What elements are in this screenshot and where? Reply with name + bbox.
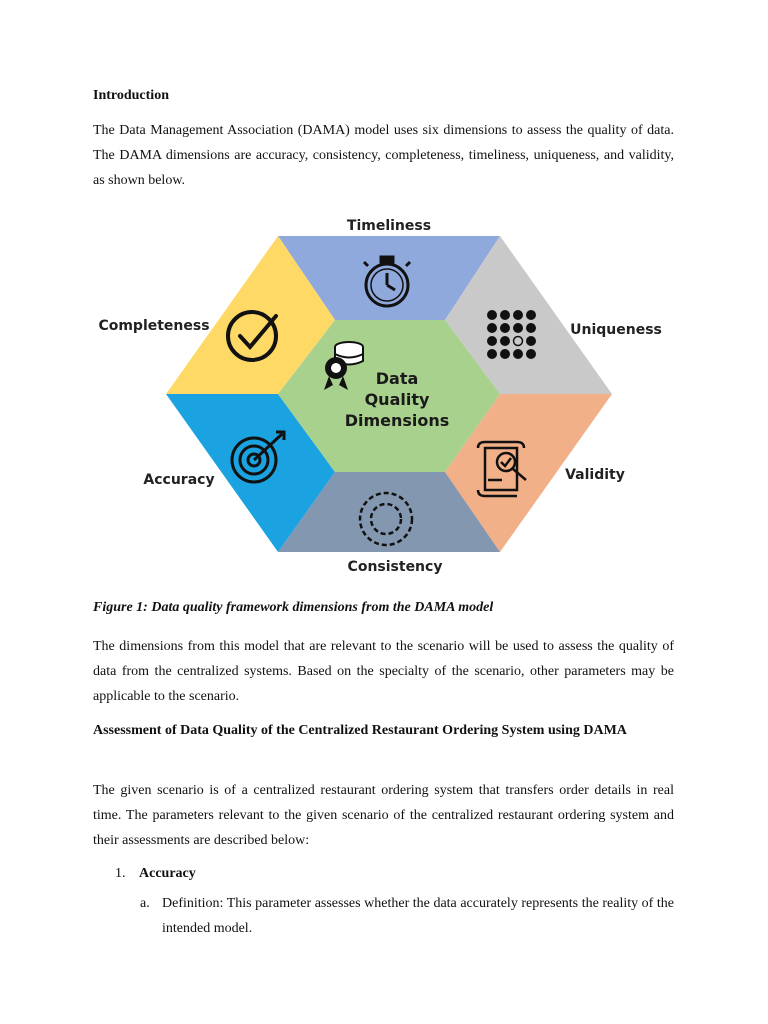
list-number: 1. [115,866,126,881]
center-line-2: Quality [364,390,430,409]
center-line-3: Dimensions [344,411,450,430]
label-timeliness: Timeliness [346,218,432,234]
intro-paragraph: The Data Management Association (DAMA) model uses six dimensions to assess the quality of data. The DAMA dimensions are accuracy, consistency, completeness, timeliness, uniqueness, and validity, as shown below. [93,123,674,188]
sublist-letter: a. [140,896,150,911]
dama-figure [90,210,680,585]
paragraph-dimensions: The dimensions from this model that are relevant to the scenario will be used to assess the quality of data from the centralized systems. Based on the specialty of the scenario, other parameters may be applicable to the scenario. [93,639,674,704]
label-completeness: Completeness [98,318,210,334]
list-title: Accuracy [139,866,196,881]
paragraph-scenario: The given scenario is of a centralized restaurant ordering system that transfers order details in real time. The parameters relevant to the given scenario of the centralized restaurant ordering system and their assessments are described below: [93,783,674,848]
sublist-text: Definition: This parameter assesses whether the data accurately represents the reality of the intended model. [162,896,674,936]
section-heading-assessment: Assessment of Data Quality of the Centralized Restaurant Ordering System using DAMA [93,723,627,738]
dama-hexagon-diagram [90,210,680,585]
label-uniqueness: Uniqueness [570,322,662,338]
section-heading-introduction: Introduction [93,88,169,103]
center-line-1: Data [375,369,419,388]
label-validity: Validity [565,467,625,483]
label-accuracy: Accuracy [143,472,215,488]
label-consistency: Consistency [347,559,443,575]
figure-caption: Figure 1: Data quality framework dimensions from the DAMA model [93,600,494,615]
